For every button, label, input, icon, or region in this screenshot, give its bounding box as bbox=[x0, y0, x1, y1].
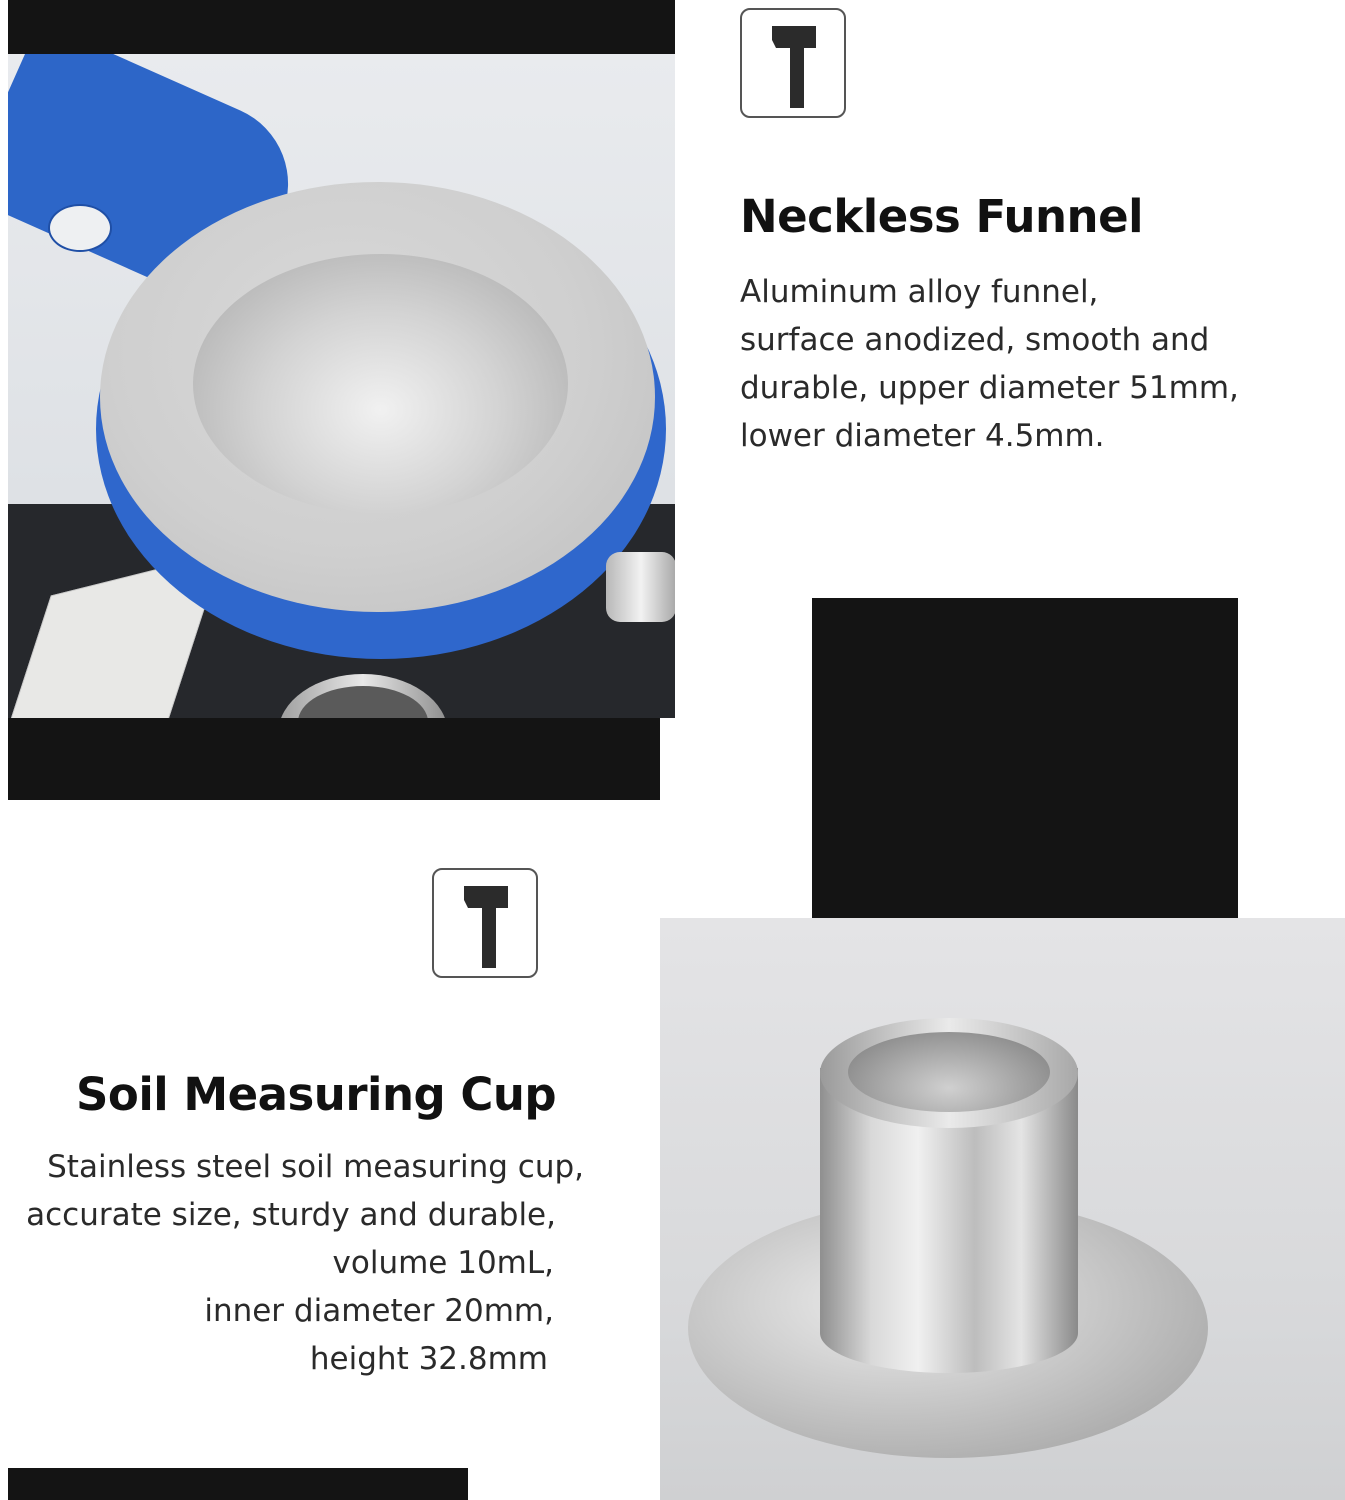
middle-dark-band bbox=[8, 718, 660, 800]
desc-line: height 32.8mm bbox=[309, 1341, 548, 1377]
section-desc-funnel bbox=[740, 268, 1239, 460]
section-title-funnel: Neckless Funnel bbox=[740, 190, 1144, 243]
section-desc-cup bbox=[0, 1143, 584, 1383]
desc-line: Stainless steel soil measuring cup, bbox=[47, 1149, 584, 1185]
desc-line: Aluminum alloy funnel, bbox=[740, 274, 1099, 310]
desc-line: volume 10mL, bbox=[332, 1245, 554, 1281]
right-dark-block bbox=[812, 598, 1238, 918]
desc-line: accurate size, sturdy and durable, bbox=[26, 1197, 556, 1233]
hammer-icon bbox=[432, 868, 538, 978]
measuring-cup-photo bbox=[660, 918, 1345, 1500]
top-dark-band bbox=[8, 0, 675, 54]
hammer-icon bbox=[740, 8, 846, 118]
section-title-cup: Soil Measuring Cup bbox=[76, 1068, 557, 1121]
desc-line: surface anodized, smooth and bbox=[740, 322, 1210, 358]
bottom-dark-band bbox=[8, 1468, 468, 1500]
desc-line: lower diameter 4.5mm. bbox=[740, 418, 1105, 454]
funnel-photo bbox=[8, 54, 675, 718]
desc-line: durable, upper diameter 51mm, bbox=[740, 370, 1239, 406]
desc-line: inner diameter 20mm, bbox=[204, 1293, 554, 1329]
